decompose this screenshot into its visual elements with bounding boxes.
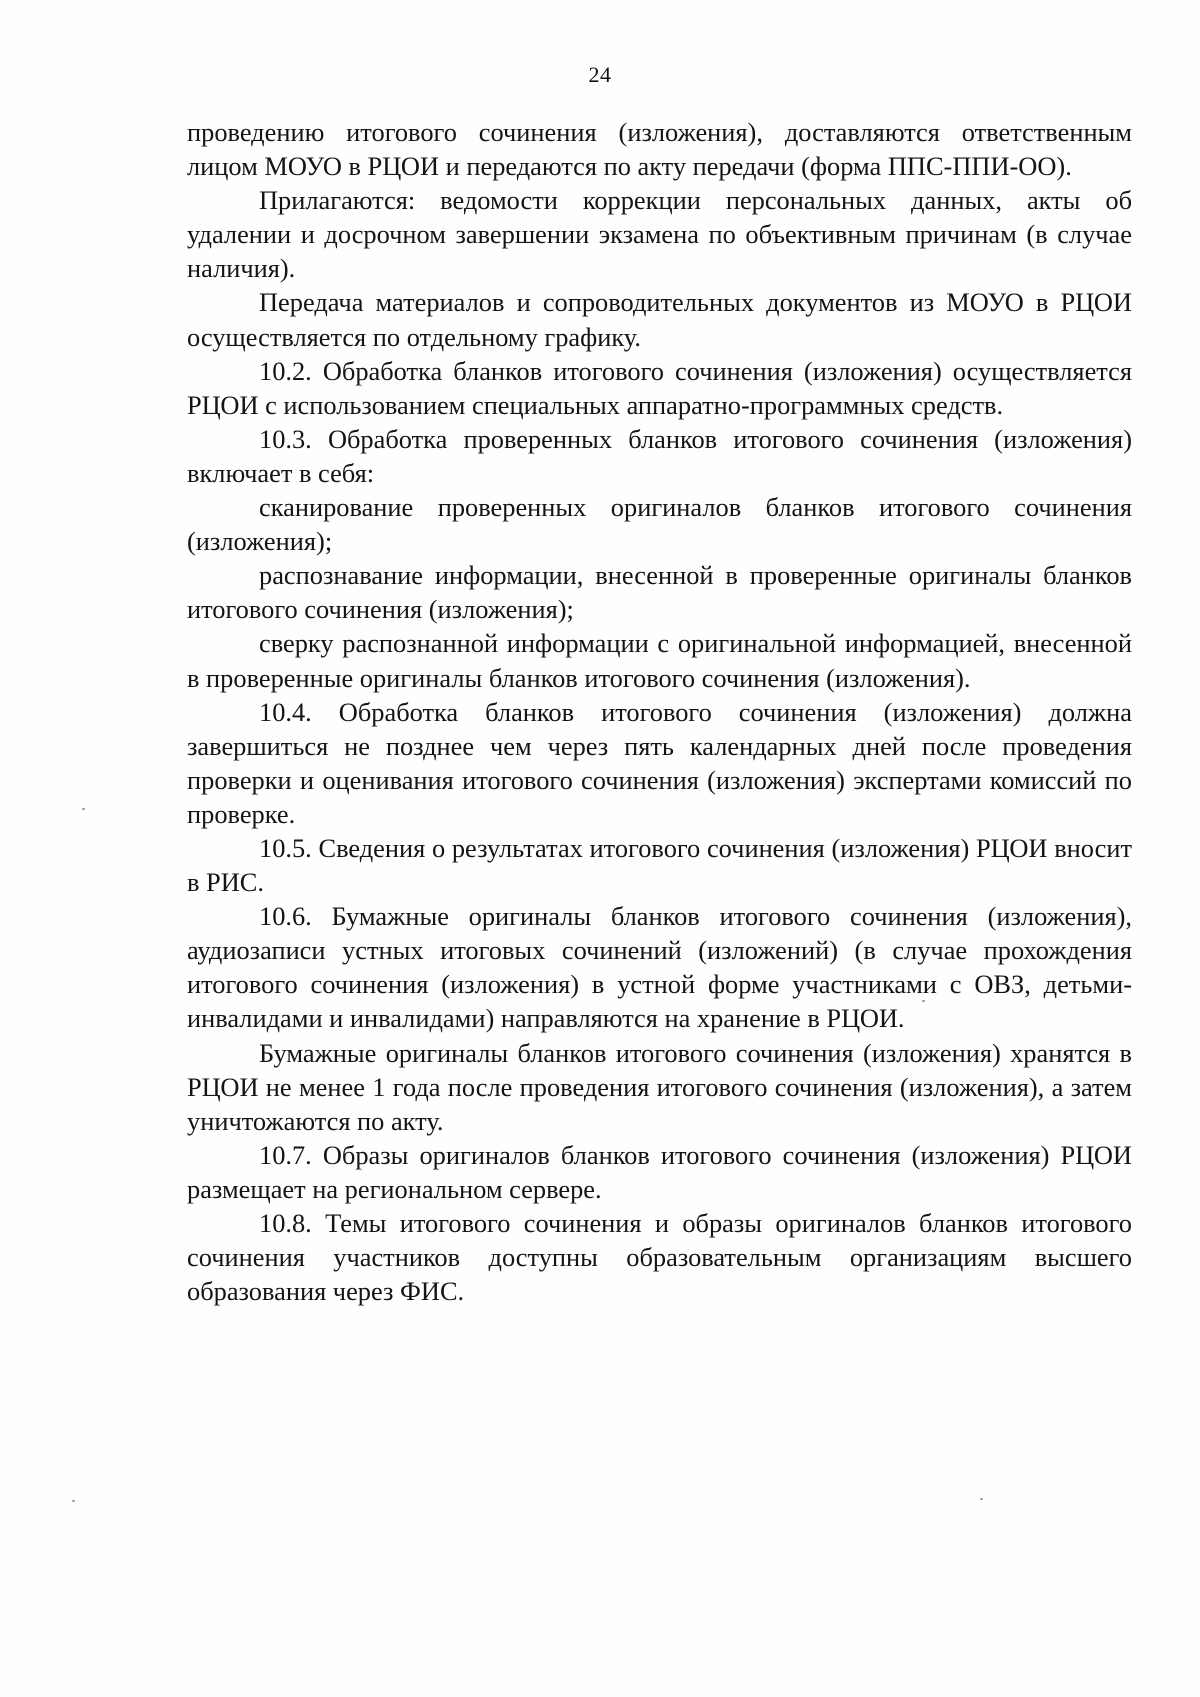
paragraph-10-5: 10.5. Сведения о результатах итогового сочинения (изложения) РЦОИ вносит в РИС. bbox=[187, 832, 1132, 898]
list-item-recognition: распознавание информации, внесенной в проверенные оригиналы бланков итогового сочинения (изложения); bbox=[187, 560, 1132, 625]
scan-speck bbox=[922, 1000, 925, 1002]
scan-speck bbox=[72, 1500, 75, 1502]
list-item-verification: сверку распознанной информации с оригинальной информацией, внесенной в проверенные оригиналы бланков итогового сочинения (изложения). bbox=[187, 628, 1132, 693]
paragraph-continuation: проведению итогового сочинения (изложения), доставляются ответственным лицом МОУО в РЦОИ и передаются по акту передачи (форма ППС-ППИ-ОО). bbox=[187, 117, 1132, 182]
paragraph-10-4: 10.4. Обработка бланков итогового сочинения (изложения) должна завершиться не позднее чем через пять календарных дней после проведения проверки и оценивания итогового сочинения (изложения) экспертами комиссий по проверке. bbox=[187, 696, 1132, 829]
paragraph-10-8: 10.8. Темы итогового сочинения и образы оригиналов бланков итогового сочинения участников доступны образовательным организациям высшего образования через ФИС. bbox=[187, 1208, 1132, 1307]
paragraph-10-7: 10.7. Образы оригиналов бланков итогового сочинения (изложения) РЦОИ размещает на региональном сервере. bbox=[187, 1139, 1132, 1204]
paragraph-storage: Бумажные оригиналы бланков итогового сочинения (изложения) хранятся в РЦОИ не менее 1 года после проведения итогового сочинения (изложения), а затем уничтожаются по акту. bbox=[187, 1037, 1132, 1136]
scan-speck bbox=[82, 808, 85, 810]
document-body bbox=[187, 115, 1132, 1308]
paragraph-10-3: 10.3. Обработка проверенных бланков итогового сочинения (изложения) включает в себя: bbox=[187, 423, 1132, 488]
page-number: 24 bbox=[588, 62, 612, 87]
scan-speck bbox=[980, 1498, 983, 1500]
list-item-scanning: сканирование проверенных оригиналов бланков итогового сочинения (изложения); bbox=[187, 492, 1132, 557]
paragraph-10-2: 10.2. Обработка бланков итогового сочинения (изложения) осуществляется РЦОИ с использованием специальных аппаратно-программных средств. bbox=[187, 355, 1132, 420]
paragraph-attachments: Прилагаются: ведомости коррекции персональных данных, акты об удалении и досрочном завершении экзамена по объективным причинам (в случае наличия). bbox=[187, 185, 1132, 284]
paragraph-10-6: 10.6. Бумажные оригиналы бланков итогового сочинения (изложения), аудиозаписи устных итоговых сочинений (изложений) (в случае прохождения итогового сочинения (изложения) в устной форме участниками с ОВЗ, детьми-инвалидами и инвалидами) направляются на хранение в РЦОИ. bbox=[187, 901, 1132, 1034]
paragraph-transfer-schedule: Передача материалов и сопроводительных документов из МОУО в РЦОИ осуществляется по отдельному графику. bbox=[187, 287, 1132, 352]
